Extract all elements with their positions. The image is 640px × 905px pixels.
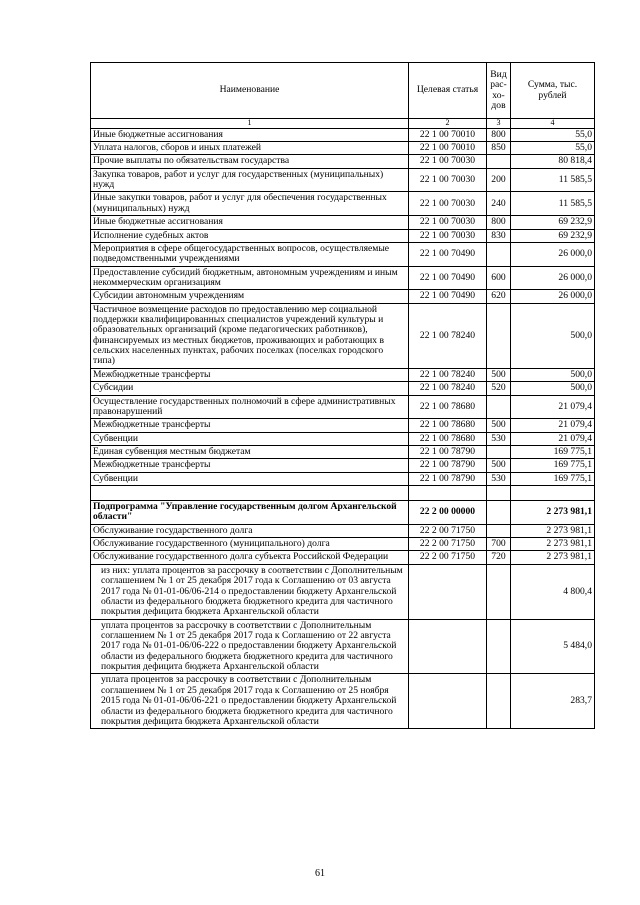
row-sum-cell: 21 079,4 [511, 395, 595, 419]
page-number: 61 [315, 868, 325, 879]
row-code-cell: 22 2 00 71750 [409, 524, 487, 537]
row-sum-cell: 69 232,9 [511, 229, 595, 242]
table-row [91, 619, 595, 674]
row-code-cell: 22 1 00 78680 [409, 432, 487, 445]
row-name-cell: Субвенции [91, 472, 409, 485]
row-sum-cell: 2 273 981,1 [511, 501, 595, 525]
row-name-cell: Единая субвенция местным бюджетам [91, 445, 409, 458]
row-sum-cell: 169 775,1 [511, 472, 595, 485]
row-code-cell: 22 1 00 78240 [409, 303, 487, 368]
table-row [91, 432, 595, 445]
table-row [91, 395, 595, 419]
row-name-cell: Обслуживание государственного (муниципального) долга [91, 538, 409, 551]
subprogram-row [91, 501, 595, 525]
table-row [91, 168, 595, 192]
table-row [91, 368, 595, 381]
row-sum-cell: 500,0 [511, 303, 595, 368]
row-vid-cell: 800 [487, 128, 511, 141]
row-sum-cell: 55,0 [511, 141, 595, 154]
row-name-cell: Мероприятия в сфере общегосударственных вопросов, осуществляемые подведомственными учреждениями [91, 242, 409, 266]
row-code-cell: 22 1 00 70490 [409, 266, 487, 290]
row-vid-cell [487, 445, 511, 458]
row-code-cell [409, 674, 487, 729]
row-code-cell: 22 1 00 78790 [409, 472, 487, 485]
row-vid-cell: 240 [487, 192, 511, 216]
table-row [91, 216, 595, 229]
column-number: 2 [409, 119, 487, 129]
row-name-cell: Исполнение судебных актов [91, 229, 409, 242]
row-vid-cell: 720 [487, 551, 511, 564]
row-vid-cell [487, 674, 511, 729]
empty-cell [511, 486, 595, 501]
row-name-cell: Субвенции [91, 432, 409, 445]
table-row [91, 141, 595, 154]
row-code-cell: 22 2 00 71750 [409, 551, 487, 564]
row-code-cell: 22 1 00 78240 [409, 382, 487, 395]
row-vid-cell: 530 [487, 472, 511, 485]
row-code-cell: 22 1 00 78240 [409, 368, 487, 381]
row-name-cell: Иные бюджетные ассигнования [91, 128, 409, 141]
row-vid-cell: 600 [487, 266, 511, 290]
row-code-cell: 22 1 00 70490 [409, 242, 487, 266]
row-code-cell: 22 1 00 78680 [409, 419, 487, 432]
row-code-cell: 22 1 00 70030 [409, 168, 487, 192]
row-vid-cell: 200 [487, 168, 511, 192]
row-code-cell: 22 1 00 70030 [409, 229, 487, 242]
row-sum-cell: 80 818,4 [511, 155, 595, 168]
table-row [91, 303, 595, 368]
table-row [91, 290, 595, 303]
row-vid-cell: 850 [487, 141, 511, 154]
row-code-cell: 22 1 00 70030 [409, 155, 487, 168]
row-sum-cell: 2 273 981,1 [511, 551, 595, 564]
spacer-row [91, 486, 595, 501]
row-vid-cell [487, 155, 511, 168]
row-name-cell: Иные бюджетные ассигнования [91, 216, 409, 229]
row-name-cell: Межбюджетные трансферты [91, 459, 409, 472]
row-code-cell [409, 619, 487, 674]
row-vid-cell: 520 [487, 382, 511, 395]
row-sum-cell: 500,0 [511, 368, 595, 381]
empty-cell [409, 486, 487, 501]
table-row [91, 419, 595, 432]
row-vid-cell: 700 [487, 538, 511, 551]
table-row [91, 551, 595, 564]
row-sum-cell: 69 232,9 [511, 216, 595, 229]
header-sum: Сумма, тыс. рублей [511, 63, 595, 119]
row-name-cell: Прочие выплаты по обязательствам государства [91, 155, 409, 168]
empty-cell [487, 486, 511, 501]
table-row [91, 445, 595, 458]
table-row [91, 564, 595, 619]
row-name-cell: уплата процентов за рассрочку в соответствии с Дополнительным соглашением № 1 от 25 декабря 2017 года к Соглашению от 22 августа 2017 года № 01-01-06/06-222 о предоставлении бюджету Архангельской области из федерального бюджета бюджетного кредита для частичного покрытия дефицита бюджета Архангельской области [91, 619, 409, 674]
row-code-cell: 22 2 00 71750 [409, 538, 487, 551]
table-row [91, 472, 595, 485]
table-row [91, 674, 595, 729]
row-code-cell: 22 1 00 70490 [409, 290, 487, 303]
row-sum-cell: 26 000,0 [511, 266, 595, 290]
row-name-cell: из них: уплата процентов за рассрочку в соответствии с Дополнительным соглашением № 1 от 25 декабря 2017 года к Соглашению от 03 августа 2017 года № 01-01-06/06-214 о предоставлении бюджету Архангельской области из федерального бюджета бюджетного кредита для частичного покрытия дефицита бюджета Архангельской области [91, 564, 409, 619]
row-sum-cell: 5 484,0 [511, 619, 595, 674]
column-number: 4 [511, 119, 595, 129]
row-name-cell: Осуществление государственных полномочий в сфере административных правонарушений [91, 395, 409, 419]
row-sum-cell: 11 585,5 [511, 168, 595, 192]
row-vid-cell: 830 [487, 229, 511, 242]
row-vid-cell [487, 524, 511, 537]
row-vid-cell: 530 [487, 432, 511, 445]
row-code-cell [409, 564, 487, 619]
header-code: Целевая статья [409, 63, 487, 119]
row-vid-cell [487, 501, 511, 525]
header-vid: Вид рас- хо- дов [487, 63, 511, 119]
row-vid-cell: 500 [487, 419, 511, 432]
row-vid-cell: 500 [487, 368, 511, 381]
table-row [91, 266, 595, 290]
table-row [91, 229, 595, 242]
row-sum-cell: 26 000,0 [511, 290, 595, 303]
row-name-cell: уплата процентов за рассрочку в соответствии с Дополнительным соглашением № 1 от 25 декабря 2017 года к Соглашению от 25 ноября 2015 года № 01-01-06/06-221 о предоставлении бюджету Архангельской области из федерального бюджета бюджетного кредита для частичного покрытия дефицита бюджета Архангельской области [91, 674, 409, 729]
row-vid-cell [487, 619, 511, 674]
row-name-cell: Закупка товаров, работ и услуг для государственных (муниципальных) нужд [91, 168, 409, 192]
row-name-cell: Предоставление субсидий бюджетным, автономным учреждениям и иным некоммерческим организациям [91, 266, 409, 290]
row-sum-cell: 169 775,1 [511, 459, 595, 472]
header-name: Наименование [91, 63, 409, 119]
column-number: 1 [91, 119, 409, 129]
row-sum-cell: 21 079,4 [511, 419, 595, 432]
row-name-cell: Обслуживание государственного долга субъекта Российской Федерации [91, 551, 409, 564]
row-vid-cell: 620 [487, 290, 511, 303]
empty-cell [91, 486, 409, 501]
row-sum-cell: 283,7 [511, 674, 595, 729]
row-name-cell: Иные закупки товаров, работ и услуг для обеспечения государственных (муниципальных) нужд [91, 192, 409, 216]
row-sum-cell: 2 273 981,1 [511, 524, 595, 537]
row-sum-cell: 11 585,5 [511, 192, 595, 216]
row-code-cell: 22 1 00 70010 [409, 141, 487, 154]
row-name-cell: Межбюджетные трансферты [91, 368, 409, 381]
row-vid-cell [487, 564, 511, 619]
row-vid-cell: 500 [487, 459, 511, 472]
row-sum-cell: 4 800,4 [511, 564, 595, 619]
row-vid-cell [487, 303, 511, 368]
row-code-cell: 22 1 00 70030 [409, 216, 487, 229]
row-code-cell: 22 1 00 78790 [409, 445, 487, 458]
table-row [91, 128, 595, 141]
row-code-cell: 22 1 00 70010 [409, 128, 487, 141]
row-code-cell: 22 1 00 78680 [409, 395, 487, 419]
row-name-cell: Межбюджетные трансферты [91, 419, 409, 432]
row-name-cell: Частичное возмещение расходов по предоставлению мер социальной поддержки квалифицированных специалистов учреждений культуры и образовательных организаций (кроме педагогических работников), финансируемых из местных бюджетов, проживающих и работающих в сельских населенных пунктах, рабочих поселках (поселках городского типа) [91, 303, 409, 368]
row-sum-cell: 55,0 [511, 128, 595, 141]
row-name-cell: Обслуживание государственного долга [91, 524, 409, 537]
row-code-cell: 22 2 00 00000 [409, 501, 487, 525]
row-vid-cell: 800 [487, 216, 511, 229]
table-row [91, 155, 595, 168]
table-row [91, 538, 595, 551]
table-row [91, 242, 595, 266]
table-row [91, 192, 595, 216]
table-row [91, 382, 595, 395]
table-body [91, 128, 595, 729]
row-name-cell: Субсидии автономным учреждениям [91, 290, 409, 303]
row-code-cell: 22 1 00 70030 [409, 192, 487, 216]
row-sum-cell: 169 775,1 [511, 445, 595, 458]
row-sum-cell: 21 079,4 [511, 432, 595, 445]
budget-table [90, 62, 595, 729]
row-sum-cell: 26 000,0 [511, 242, 595, 266]
row-vid-cell [487, 242, 511, 266]
row-name-cell: Уплата налогов, сборов и иных платежей [91, 141, 409, 154]
row-vid-cell [487, 395, 511, 419]
column-number-row [91, 119, 595, 129]
row-name-cell: Подпрограмма "Управление государственным долгом Архангельской области" [91, 501, 409, 525]
row-name-cell: Субсидии [91, 382, 409, 395]
column-number: 3 [487, 119, 511, 129]
table-header-row [91, 63, 595, 119]
table-row [91, 459, 595, 472]
row-sum-cell: 500,0 [511, 382, 595, 395]
row-sum-cell: 2 273 981,1 [511, 538, 595, 551]
table-row [91, 524, 595, 537]
row-code-cell: 22 1 00 78790 [409, 459, 487, 472]
